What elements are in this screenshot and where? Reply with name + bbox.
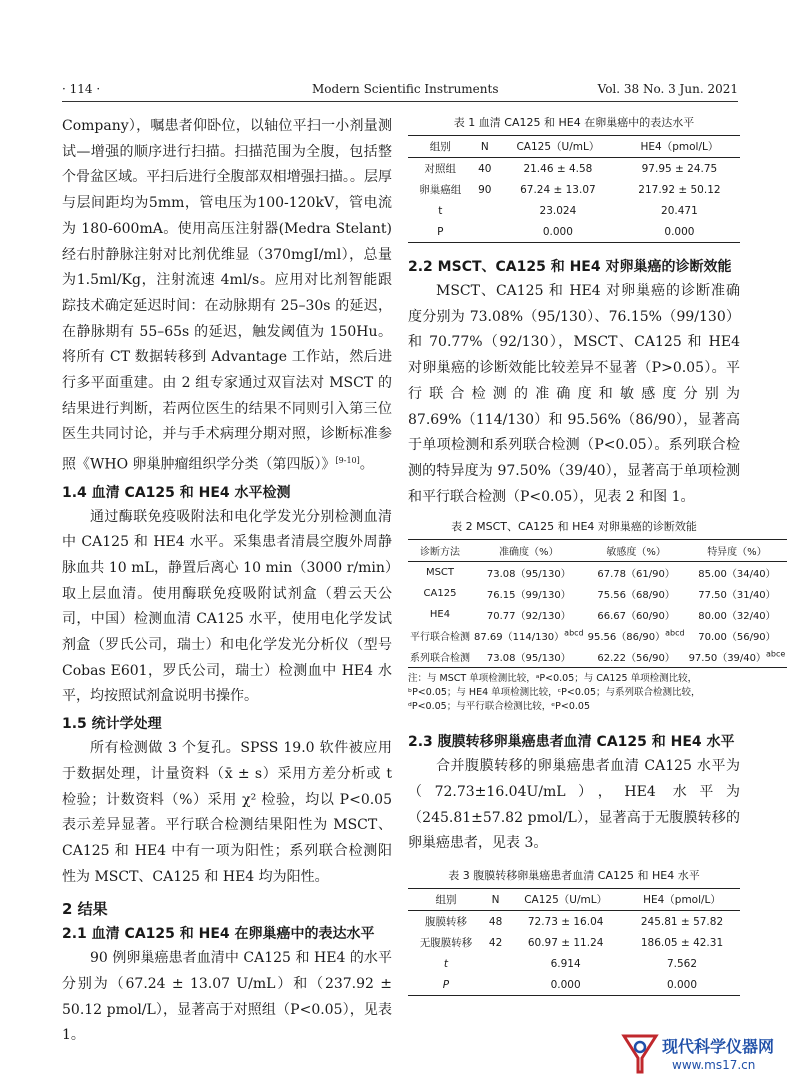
table-header: 特异度（%） bbox=[687, 540, 788, 562]
table-row bbox=[408, 200, 740, 221]
table-cell: 腹膜转移 bbox=[424, 916, 467, 929]
watermark-name: 现代科学仪器网 bbox=[662, 1037, 775, 1056]
table-cell: 60.97 ± 11.24 bbox=[527, 936, 604, 949]
table-header: 准确度（%） bbox=[472, 540, 586, 562]
section-heading: 2.3 腹膜转移卵巢癌患者血清 CA125 和 HE4 水平 bbox=[408, 734, 735, 751]
table-cell: t bbox=[443, 957, 449, 970]
table-cell: 0.000 bbox=[624, 974, 740, 996]
table-cell: $87.69(114/130)^{abcd}$ bbox=[474, 629, 584, 644]
journal-title: Modern Scientific Instruments bbox=[312, 82, 499, 96]
table-header: 敏感度（%） bbox=[586, 540, 687, 562]
table-cell: 73.08（95/130） bbox=[472, 646, 586, 668]
paragraph: 合并腹膜转移的卵巢癌患者血清 CA125 水平为（72.73±16.04U/mL），HE4 水平为（245.81±57.82 pmol/L），显著高于无腹膜转移的卵巢癌患者，见表 3。 bbox=[408, 758, 740, 852]
table-cell: HE4 bbox=[429, 609, 451, 621]
table-cell: 48 bbox=[488, 915, 503, 928]
table-header: 诊断方法 bbox=[408, 540, 472, 562]
page-number: · 114 · bbox=[62, 82, 101, 96]
paragraph: MSCT、CA125 和 HE4 对卵巢癌的诊断准确度分别为 73.08%（95/130）、76.15%（99/130）和 70.77%（92/130），MSCT、CA125 和 HE4 对卵巢癌的诊断效能比较差异不显著（P>0.05）。平行联合检测的准确度和敏感度分别为 87.69%（114/130）和 95.56%（86/90），显著高于单项检测和系列联合检测（P<0.05）。系列联合检测的特异度为 97.50%（39/40），显著高于单项检测和平行联合检测（P<0.05），见表 2 和图 1。 bbox=[408, 283, 740, 505]
table-cell: 73.08（95/130） bbox=[486, 569, 571, 581]
table-cell: 6.914 bbox=[550, 957, 581, 970]
table-cell: 72.73 ± 16.04 bbox=[527, 915, 604, 928]
table-cell: 80.00（32/40） bbox=[698, 611, 776, 623]
table-cell: 66.67（60/90） bbox=[597, 611, 675, 623]
table-cell: 0.000 bbox=[497, 221, 619, 243]
table-cell: 75.56（68/90） bbox=[597, 590, 675, 602]
right-column bbox=[408, 110, 786, 996]
table-caption: 表 3 腹膜转移卵巢癌患者血清 CA125 和 HE4 水平 bbox=[448, 869, 700, 883]
table-header: HE4（pmol/L） bbox=[619, 136, 740, 158]
section-heading: 2 结果 bbox=[62, 900, 108, 919]
table-cell: 97.95 ± 24.75 bbox=[641, 162, 718, 175]
table-note: 注：与 MSCT 单项检测比较，ᵃP<0.05；与 CA125 单项检测比较，ᵇP<0.05；与 HE4 单项检测比较，ᶜP<0.05；与系列联合检测比较，ᵈP<0.05；与平行联合检测比较，ᵉP<0.05 bbox=[408, 673, 701, 713]
table-cell: 42 bbox=[488, 936, 503, 949]
table-cell: 217.92 ± 50.12 bbox=[638, 183, 721, 196]
table-cell: t bbox=[438, 204, 443, 217]
volume-info: Vol. 38 No. 3 Jun. 2021 bbox=[597, 82, 738, 96]
table-row bbox=[408, 562, 787, 584]
table-cell: $95.56(86/90)^{abcd}$ bbox=[587, 629, 685, 644]
site-watermark[interactable] bbox=[620, 1030, 790, 1080]
table-cell: 0.000 bbox=[507, 974, 624, 996]
table-2 bbox=[408, 539, 787, 668]
table-row bbox=[408, 953, 740, 974]
table-cell: 无腹膜转移 bbox=[419, 937, 473, 950]
table-header: CA125（U/mL） bbox=[497, 136, 619, 158]
table-cell: 76.15（99/130） bbox=[486, 590, 571, 602]
table-row bbox=[408, 646, 787, 668]
table-cell: 62.22（56/90） bbox=[586, 646, 687, 668]
table-row bbox=[408, 158, 740, 180]
table-cell: 20.471 bbox=[661, 204, 698, 217]
table-cell: 70.00（56/90） bbox=[698, 632, 776, 644]
paragraph: 所有检测做 3 个复孔。SPSS 19.0 软件被应用于数据处理，计量资料（x̄ ± s）采用方差分析或 t 检验；计数资料（%）采用 χ² 检验，均以 P<0.05 表示差异显著。平行联合检测结果阳性为 MSCT、CA125 和 HE4 中有一项为阳性；系列联合检测阳性为 MSCT、CA125 和 HE4 均为阳性。 bbox=[62, 740, 392, 885]
table-cell: 23.024 bbox=[539, 204, 577, 217]
section-heading: 1.4 血清 CA125 和 HE4 水平检测 bbox=[62, 484, 291, 501]
table-row bbox=[408, 911, 740, 933]
table-cell: 系列联合检测 bbox=[408, 646, 472, 668]
header-rule bbox=[62, 101, 738, 102]
table-row bbox=[408, 932, 740, 953]
table-cell: 7.562 bbox=[666, 957, 698, 970]
running-header bbox=[62, 82, 738, 100]
microscope-funnel-icon bbox=[620, 1032, 660, 1078]
table-cell: 卵巢癌组 bbox=[419, 184, 462, 196]
table-cell: MSCT bbox=[425, 567, 455, 579]
table-cell: 平行联合检测 bbox=[410, 632, 470, 644]
table-cell: 0.000 bbox=[619, 221, 740, 243]
table-caption: 表 1 血清 CA125 和 HE4 在卵巢癌中的表达水平 bbox=[453, 116, 695, 129]
table-cell: 67.24 ± 13.07 bbox=[520, 183, 596, 196]
table-cell: 90 bbox=[478, 183, 492, 196]
table-1 bbox=[408, 135, 740, 243]
table-cell: 对照组 bbox=[424, 163, 457, 175]
table-cell bbox=[473, 221, 497, 243]
table-cell: 21.46 ± 4.58 bbox=[523, 162, 593, 175]
table-caption: 表 2 MSCT、CA125 和 HE4 对卵巢癌的诊断效能 bbox=[451, 520, 697, 534]
paragraph: Company），嘱患者仰卧位，以轴位平扫一小剂量测试—增强的顺序进行扫描。扫描范围为全腹，包括整个骨盆区域。平扫后进行全腹部双相增强扫描。。层厚与层间距均为5mm，管电压为100-120kV，管电流为 180-600mA。使用高压注射器(Medra Stelant)经右肘静脉注射对比剂优维显（370mgI/ml），总量为1.5ml/Kg，注射流速 4ml/s。应用对比剂智能跟踪技术确定延迟时间：在动脉期有 25–30s 的延迟，在静脉期有 55–65s 的延迟，触发阈值为 150Hu。将所有 CT 数据转移到 Advantage 工作站，然后进行多平面重建。由 2 组专家通过双盲法对 MSCT 的结果进行判断，若两位医生的结果不同则引入第三位医生共同讨论，并与手术病理分期对照，诊断标准参照《WHO 卵巢肿瘤组织学分类（第四版）》[9-10]。 bbox=[62, 118, 392, 473]
table-cell: P bbox=[408, 221, 473, 243]
table-header: N bbox=[473, 136, 497, 158]
table-row bbox=[408, 221, 740, 243]
table-row bbox=[408, 604, 787, 625]
table-cell: CA125 bbox=[423, 588, 457, 600]
left-column bbox=[62, 114, 392, 1049]
table-cell: 67.78（61/90） bbox=[597, 569, 675, 581]
table-cell: 186.05 ± 42.31 bbox=[640, 936, 724, 949]
citation[interactable]: [9-10] bbox=[335, 456, 360, 466]
paragraph: 90 例卵巢癌患者血清中 CA125 和 HE4 的水平分别为（67.24 ± 13.07 U/mL）和（237.92 ± 50.12 pmol/L），显著高于对照组（P<0.05），见表 1。 bbox=[62, 950, 392, 1044]
table-header: N bbox=[484, 889, 507, 911]
table-header: CA125（U/mL） bbox=[507, 889, 624, 911]
table-cell: 40 bbox=[478, 162, 492, 175]
table-3 bbox=[408, 888, 740, 996]
table-cell bbox=[484, 974, 507, 996]
table-cell: 77.50（31/40） bbox=[698, 590, 776, 602]
table-cell bbox=[484, 953, 507, 974]
table-cell: 245.81 ± 57.82 bbox=[640, 915, 724, 928]
section-heading: 2.2 MSCT、CA125 和 HE4 对卵巢癌的诊断效能 bbox=[408, 259, 732, 275]
section-heading: 2.1 血清 CA125 和 HE4 在卵巢癌中的表达水平 bbox=[62, 926, 375, 943]
table-header: 组别 bbox=[408, 889, 484, 911]
table-header: HE4（pmol/L） bbox=[624, 889, 740, 911]
table-row bbox=[408, 625, 787, 646]
table-row bbox=[408, 583, 787, 604]
table-cell: $97.50(39/40)^{abce}$ bbox=[687, 646, 788, 668]
table-row bbox=[408, 974, 740, 996]
table-cell: 85.00（34/40） bbox=[698, 569, 776, 581]
table-cell: P bbox=[408, 974, 484, 996]
table-row bbox=[408, 179, 740, 200]
table-cell bbox=[473, 200, 497, 221]
section-heading: 1.5 统计学处理 bbox=[62, 716, 162, 733]
watermark-url: www.ms17.cn bbox=[672, 1058, 756, 1072]
table-header: 组别 bbox=[408, 136, 473, 158]
paragraph: 通过酶联免疫吸附法和电化学发光分别检测血清中 CA125 和 HE4 水平。采集患者清晨空腹外周静脉血共 10 mL，静置后离心 10 min（3000 r/min）取上层血清。使用酶联免疫吸附试剂盒（碧云天公司，中国）检测血清 CA125 水平，使用电化学发试剂盒（罗氏公司，瑞士）和电化学发光分析仪（型号 Cobas E601，罗氏公司，瑞士）检测血中 HE4 水平，均按照试剂盒说明书操作。 bbox=[62, 508, 392, 705]
table-cell: 70.77（92/130） bbox=[486, 611, 571, 623]
